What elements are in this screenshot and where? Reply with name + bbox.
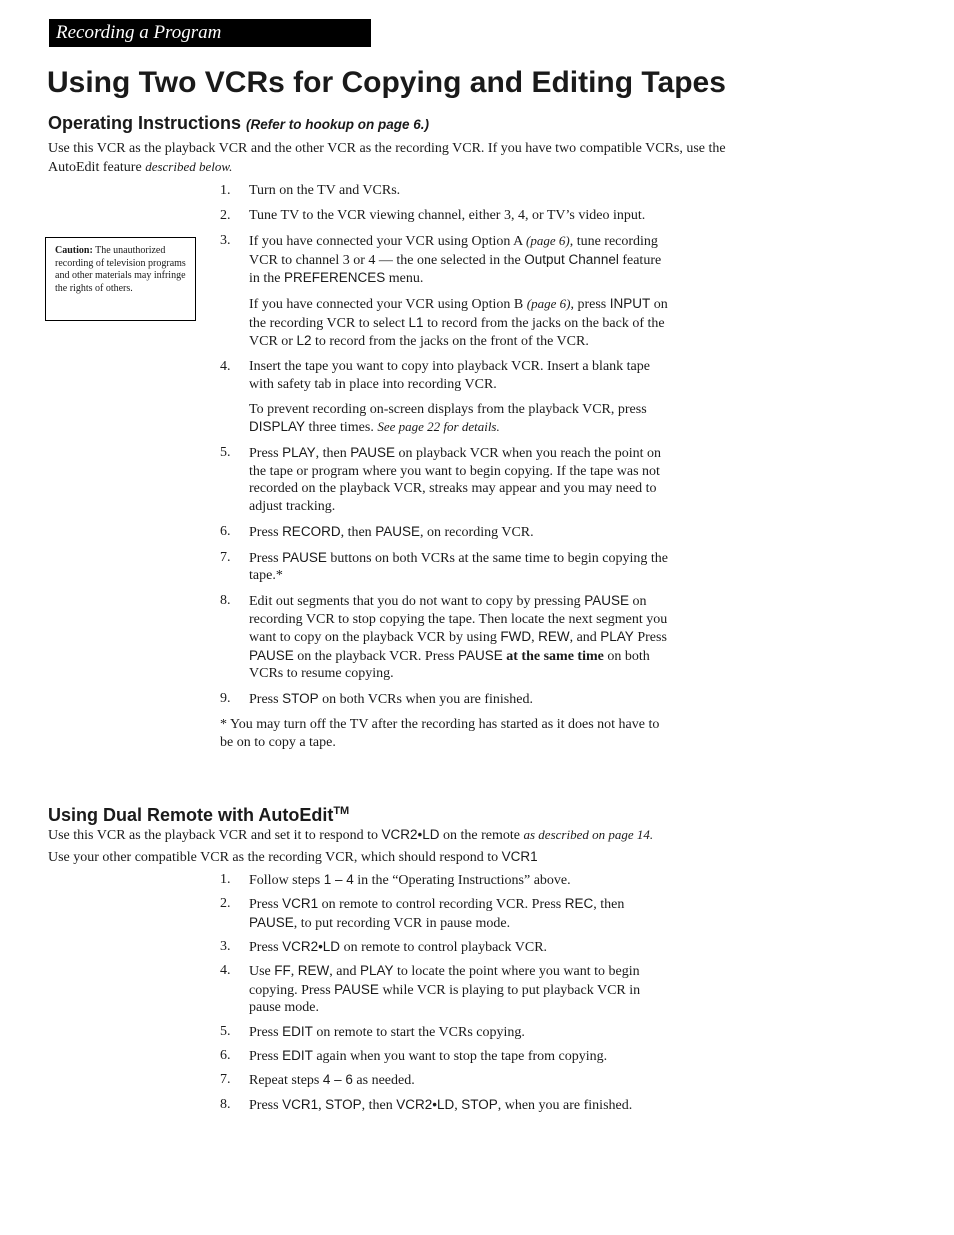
key-label: VCR2•LD <box>381 827 440 842</box>
step-item <box>220 549 672 585</box>
step-number: 4. <box>220 359 231 374</box>
page-title: Using Two VCRs for Copying and Editing Tapes <box>47 66 726 99</box>
key-label: STOP <box>325 1096 362 1112</box>
key-label: REW <box>297 963 330 979</box>
step-number: 8. <box>220 1096 231 1112</box>
text-segment: Insert the tape you want to copy into playback VCR. Insert a blank tape with safety tab in place into recording VCR. <box>249 359 650 392</box>
text-segment: See page 22 for details. <box>377 419 500 434</box>
step-text <box>249 592 672 683</box>
key-label: PLAY <box>282 445 316 460</box>
footnote: * You may turn off the TV after the recording has started as it does not have to be on to copy a tape. <box>220 717 660 750</box>
operating-instructions-heading <box>48 112 429 136</box>
text-segment: If you have connected your VCR using Option A <box>249 234 526 249</box>
text-segment: , and <box>329 964 360 980</box>
step-number: 9. <box>220 691 231 706</box>
step-number: 1. <box>220 183 231 198</box>
text-segment: on both VCRs to resume copying. <box>249 648 650 681</box>
key-label: VCR2•LD <box>396 1096 455 1112</box>
key-label: PAUSE <box>350 445 395 460</box>
step-number: 3. <box>220 939 231 955</box>
step-number: 8. <box>220 593 231 608</box>
step-number: 3. <box>220 233 231 248</box>
step-text <box>249 1023 672 1042</box>
text-segment: (page 6) <box>526 233 570 248</box>
step-paragraph <box>249 207 672 225</box>
key-label: EDIT <box>282 1023 313 1039</box>
step-text <box>249 523 672 542</box>
text-segment: , on recording VCR. <box>419 524 534 540</box>
step-number: 4. <box>220 963 231 979</box>
step-text <box>249 962 672 1017</box>
step-item <box>220 207 672 225</box>
dual-step-list <box>220 871 672 1114</box>
text-segment: as described on page 14. <box>523 827 654 842</box>
text-segment: Use your other compatible VCR as the recording VCR, which should respond to <box>48 850 502 865</box>
dual-steps <box>220 871 672 1120</box>
step-text <box>249 444 672 515</box>
step-paragraph <box>249 182 672 200</box>
trademark-symbol: TM <box>333 805 350 817</box>
text-segment: Press <box>249 897 283 913</box>
step-item <box>220 1047 672 1066</box>
text-segment: To prevent recording on-screen displays from the playback VCR, press <box>249 401 647 417</box>
text-segment: Use this VCR as the playback VCR and the other VCR as the recording VCR. If you have two compatible VCRs, use the AutoEdit feature <box>48 141 726 175</box>
step-text <box>249 895 672 932</box>
text-segment: , and <box>569 630 601 645</box>
text-segment: , tune recording VCR to channel 3 or 4 — the one selected in the <box>249 234 658 268</box>
step-item <box>220 182 672 200</box>
operating-step-list <box>220 182 672 709</box>
text-segment: , <box>531 630 539 645</box>
step-paragraph <box>249 358 672 393</box>
text-segment: on the playback VCR. Press <box>293 648 458 664</box>
step-paragraph <box>249 232 672 288</box>
text-segment: on playback VCR when you reach the point on the tape or program where you want to begin copying. If the tape was not recorded on the playback VCR, streaks may appear and you may need to adjust tracking. <box>249 446 662 514</box>
step-item <box>220 1023 672 1042</box>
text-segment: on the recording VCR to select <box>249 297 668 331</box>
text-segment: on remote to control playback VCR. <box>340 940 548 956</box>
key-label: PLAY <box>600 629 634 644</box>
step-item <box>220 592 672 683</box>
step-paragraph <box>249 938 672 957</box>
key-label: STOP <box>461 1096 498 1112</box>
key-label: PLAY <box>360 963 394 979</box>
text-segment: at the same time <box>502 648 604 664</box>
caution-text: The unauthorized recording of television programs and other materials may infringe the rights of others. <box>55 245 186 294</box>
text-segment: menu. <box>385 271 424 286</box>
step-text <box>249 182 672 200</box>
text-segment: , to put recording VCR in pause mode. <box>293 915 511 931</box>
key-label: VCR1 <box>501 849 538 864</box>
text-segment: , then <box>315 446 351 461</box>
step-paragraph <box>249 1071 672 1090</box>
step-paragraph <box>249 1047 672 1066</box>
text-segment: , press <box>570 297 610 312</box>
text-segment: three times. <box>305 420 378 435</box>
text-segment: to record from the jacks on the back of the VCR or <box>249 315 665 349</box>
key-label: L2 <box>296 333 312 348</box>
text-segment: , <box>290 964 298 980</box>
text-segment: on remote to control recording VCR. Press <box>318 897 565 913</box>
text-segment: Use <box>249 964 275 980</box>
caution-label: Caution: <box>55 245 93 256</box>
text-segment: (page 6) <box>526 296 571 311</box>
step-number: 6. <box>220 1047 231 1063</box>
dual-remote-heading <box>48 800 349 826</box>
text-segment: feature in the <box>249 252 662 286</box>
text-segment: If you have connected your VCR using Option B <box>249 297 527 312</box>
key-label: RECORD <box>282 523 341 539</box>
text-segment: Press <box>249 1097 283 1113</box>
step-number: 2. <box>220 208 231 223</box>
step-number: 2. <box>220 896 231 912</box>
key-label: PAUSE <box>249 914 294 930</box>
step-paragraph <box>249 962 672 1017</box>
text-segment: on remote to start the VCRs copying. <box>312 1024 525 1040</box>
step-text <box>249 1096 672 1115</box>
key-label: L1 <box>408 314 424 330</box>
step-text <box>249 1047 672 1066</box>
dual-intro-1 <box>48 826 653 845</box>
step-paragraph <box>249 592 672 683</box>
key-label: PAUSE <box>458 647 503 663</box>
text-segment: Turn on the TV and VCRs. <box>249 183 401 198</box>
text-segment: Press <box>249 524 283 540</box>
step-item <box>220 938 672 957</box>
text-segment: Press <box>249 692 283 707</box>
text-segment: on both VCRs when you are finished. <box>318 692 533 707</box>
step-item <box>220 895 672 932</box>
dual-heading-text: Using Dual Remote with AutoEdit <box>48 805 334 825</box>
key-label: INPUT <box>609 296 651 311</box>
key-label: PAUSE <box>282 549 327 565</box>
key-label: PAUSE <box>249 647 294 663</box>
step-text <box>249 1071 672 1090</box>
step-text <box>249 207 672 225</box>
text-segment: in the “Operating Instructions” above. <box>353 873 571 888</box>
key-label: REC <box>564 896 594 912</box>
text-segment: Press <box>249 940 283 956</box>
text-segment: again when you want to stop the tape from copying. <box>312 1048 608 1064</box>
key-label: PAUSE <box>334 981 379 997</box>
text-segment: Tune TV to the VCR viewing channel, either 3, 4, or TV’s video input. <box>249 208 646 223</box>
key-label: PAUSE <box>375 523 420 539</box>
text-segment: buttons on both VCRs at the same time to begin copying the tape.* <box>249 550 668 583</box>
text-segment: Repeat steps <box>249 1073 323 1089</box>
section-header-bar <box>49 19 371 47</box>
text-segment: , <box>318 1097 326 1113</box>
text-segment: as needed. <box>352 1073 415 1089</box>
step-paragraph <box>249 871 672 890</box>
text-segment: Edit out segments that you do not want to copy by pressing <box>249 594 585 609</box>
text-segment: on recording VCR to stop copying the tape. Then locate the next segment you want to copy on the playback VCR by using <box>249 594 668 645</box>
step-item <box>220 871 672 890</box>
key-label: VCR1 <box>282 1096 319 1112</box>
hookup-reference-note: (Refer to hookup on page 6.) <box>246 117 430 132</box>
text-segment: Press <box>249 1024 283 1040</box>
step-item <box>220 444 672 515</box>
text-segment: Press <box>249 446 283 461</box>
operating-steps <box>220 182 672 751</box>
key-label: 1 – 4 <box>323 872 354 887</box>
key-label: PREFERENCES <box>284 270 386 285</box>
step-number: 5. <box>220 445 231 460</box>
text-segment: on the remote <box>439 828 524 843</box>
step-item <box>220 232 672 351</box>
step-number: 7. <box>220 1072 231 1088</box>
key-label: EDIT <box>282 1047 313 1063</box>
step-paragraph <box>249 444 672 515</box>
step-text <box>249 549 672 585</box>
text-segment: , then <box>340 524 376 540</box>
step-paragraph <box>249 895 672 932</box>
step-item <box>220 1071 672 1090</box>
text-segment: , then <box>593 897 625 913</box>
step-text <box>249 871 672 890</box>
text-segment: , then <box>361 1097 397 1113</box>
step-item <box>220 1096 672 1115</box>
key-label: PAUSE <box>584 593 629 608</box>
step-item <box>220 690 672 709</box>
operating-intro <box>48 140 748 177</box>
step-number: 6. <box>220 523 231 539</box>
text-segment: to record from the jacks on the front of the VCR. <box>311 334 589 349</box>
step-paragraph <box>249 1096 672 1115</box>
text-segment: Press <box>633 630 667 645</box>
step-number: 7. <box>220 549 231 565</box>
key-label: VCR2•LD <box>282 939 341 955</box>
text-segment: Press <box>249 1048 283 1064</box>
step-number: 5. <box>220 1023 231 1039</box>
step-paragraph <box>249 549 672 585</box>
step-item <box>220 523 672 542</box>
key-label: 4 – 6 <box>322 1072 353 1088</box>
text-segment: Follow steps <box>249 873 324 888</box>
step-paragraph <box>249 523 672 542</box>
key-label: REW <box>538 629 570 644</box>
text-segment: Use this VCR as the playback VCR and set it to respond to <box>48 828 382 843</box>
key-label: VCR1 <box>282 896 319 912</box>
step-text <box>249 690 672 709</box>
key-label: Output Channel <box>524 251 619 267</box>
caution-box <box>45 237 196 321</box>
step-paragraph <box>249 690 672 709</box>
key-label: DISPLAY <box>249 419 306 434</box>
step-text <box>249 232 672 351</box>
step-paragraph <box>249 295 672 351</box>
step-paragraph <box>249 401 672 437</box>
step-paragraph <box>249 1023 672 1042</box>
text-segment: , when you are finished. <box>497 1097 633 1113</box>
key-label: STOP <box>282 691 319 706</box>
step-item <box>220 962 672 1017</box>
dual-intro-2 <box>48 848 538 867</box>
text-segment: while VCR is playing to put playback VCR in pause mode. <box>249 982 641 1016</box>
key-label: FWD <box>500 629 532 644</box>
step-number: 1. <box>220 872 231 887</box>
section-title: Recording a Program <box>56 22 222 43</box>
step-text <box>249 938 672 957</box>
text-segment: described below. <box>145 159 233 174</box>
step-item <box>220 358 672 437</box>
step-text <box>249 358 672 437</box>
operating-heading-text: Operating Instructions <box>48 113 242 133</box>
text-segment: Press <box>249 550 283 566</box>
text-segment: , <box>454 1097 462 1113</box>
key-label: FF <box>274 963 291 979</box>
text-segment: to locate the point where you want to begin copying. Press <box>249 964 640 998</box>
